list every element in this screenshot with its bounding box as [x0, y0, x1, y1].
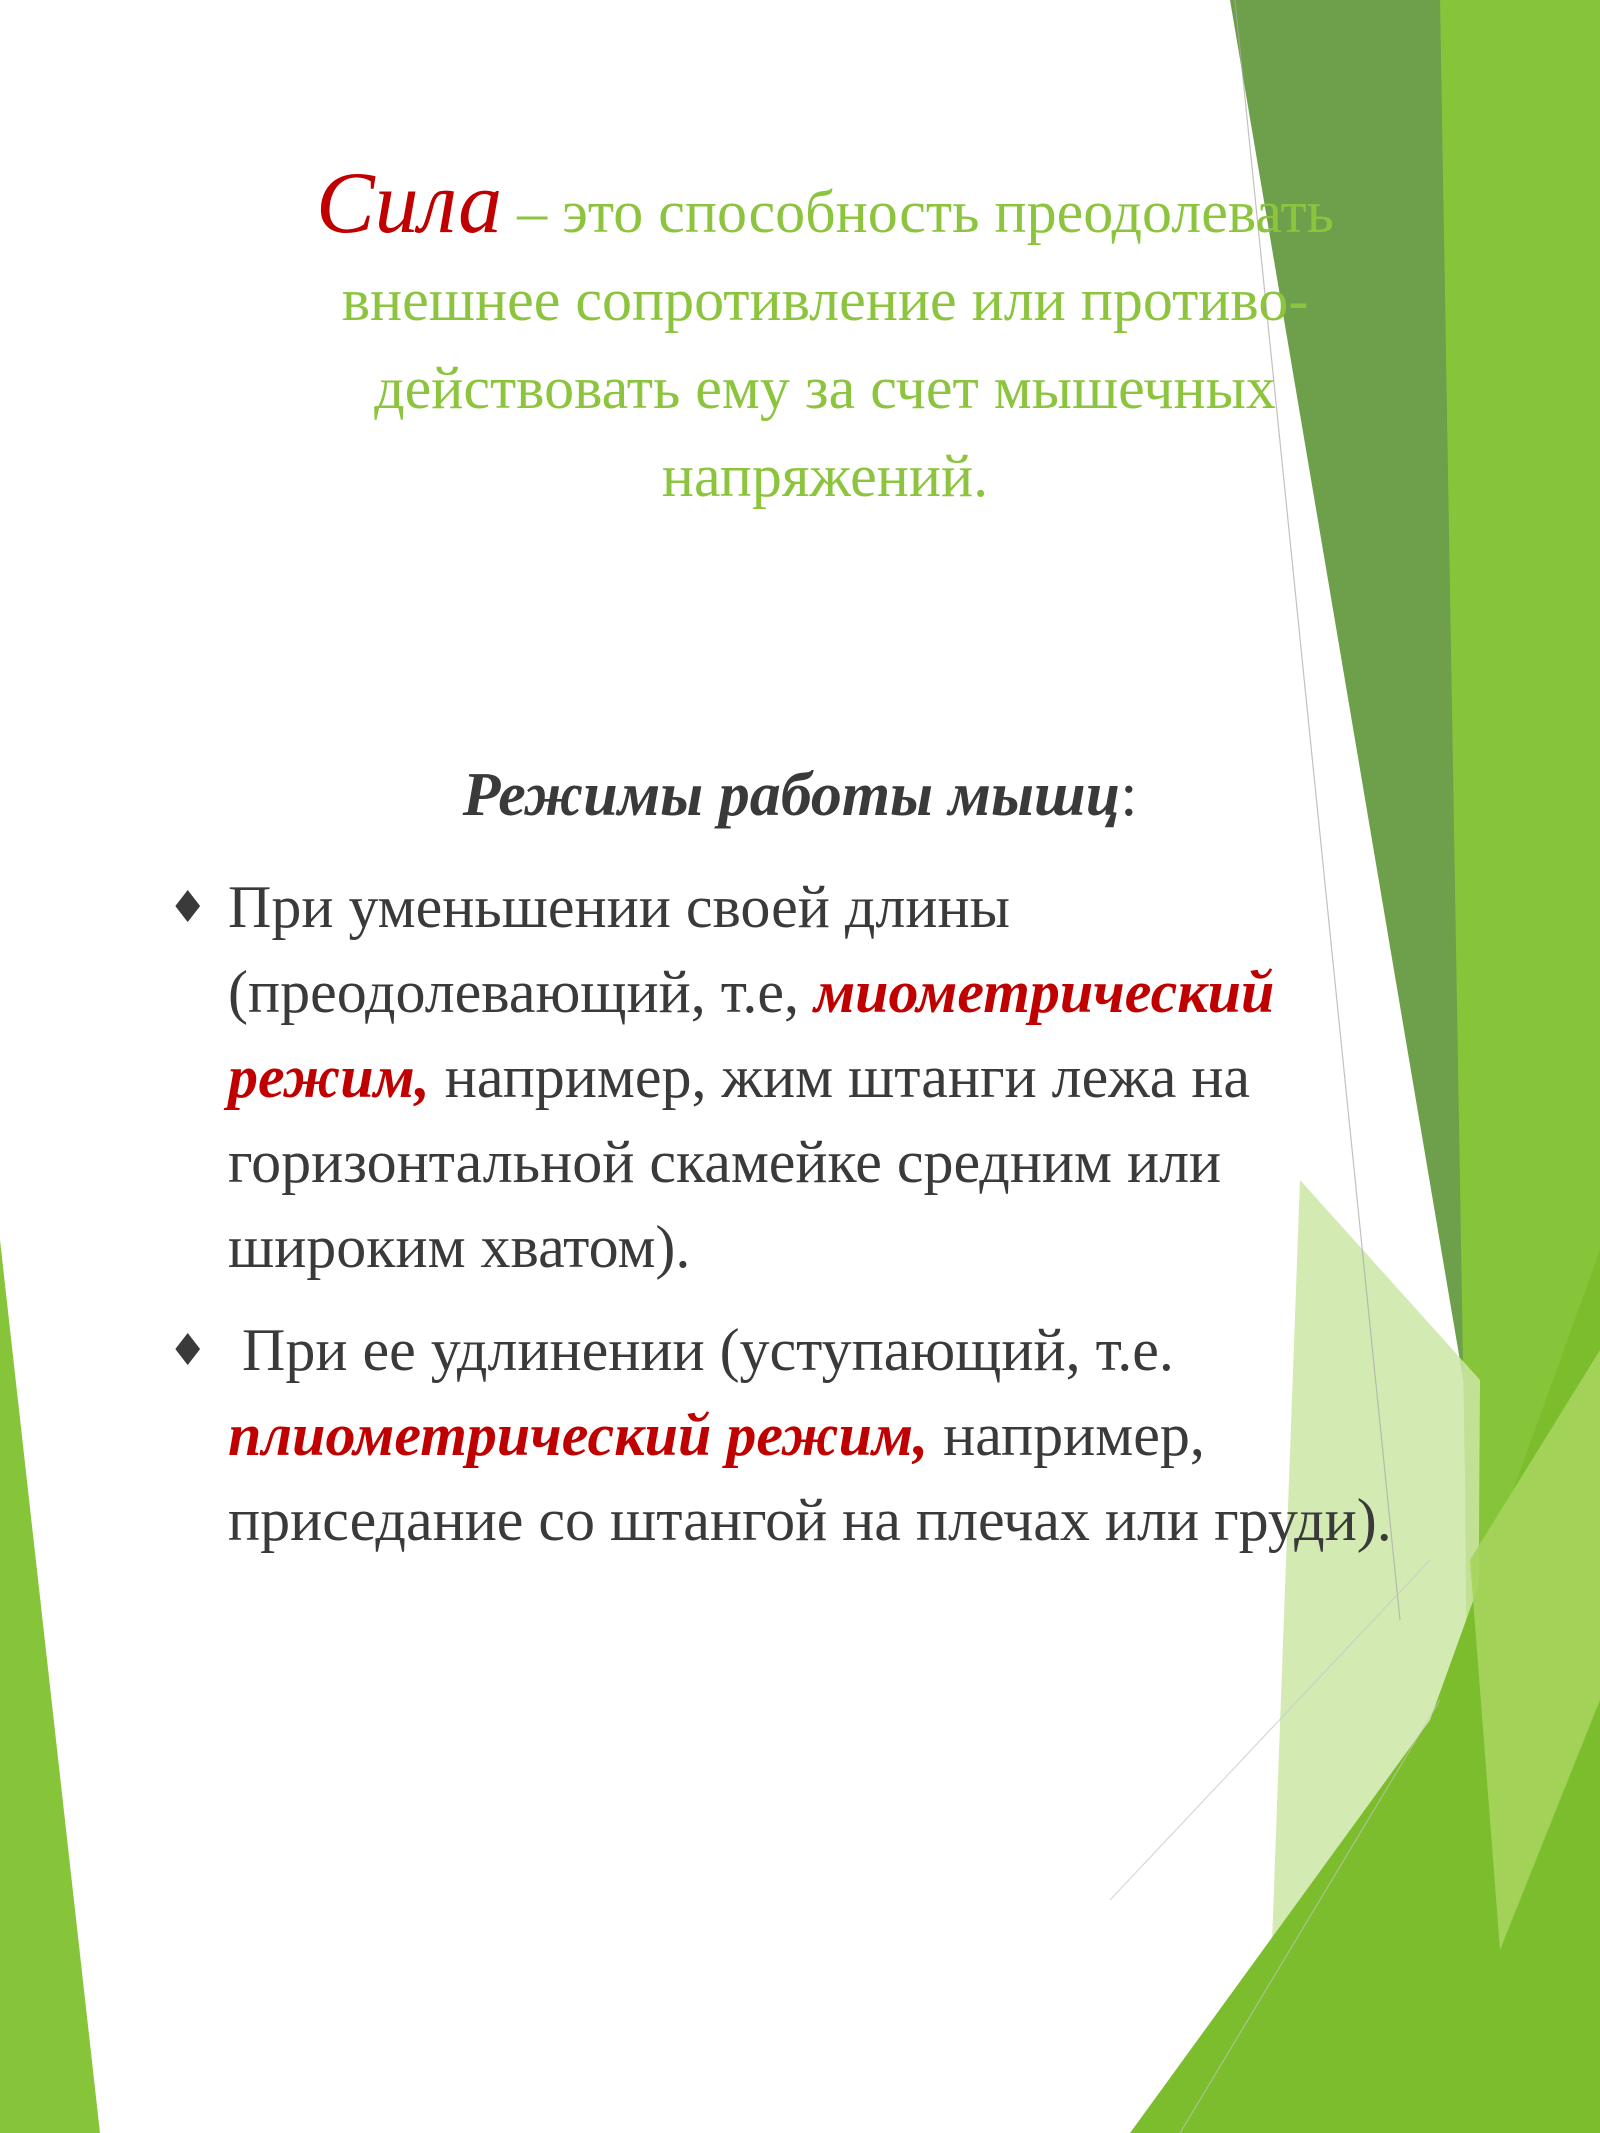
list-item — [168, 865, 1428, 1290]
list-item — [168, 1308, 1428, 1563]
item-rest: например, жим штанги лежа на горизонтальной скамейке средним или широким хватом). — [228, 1044, 1251, 1280]
definition-paragraph — [210, 155, 1440, 520]
modes-heading — [0, 755, 1600, 835]
item-rest: например, приседание со штангой на плечах или груди). — [228, 1402, 1392, 1553]
decor-left-band — [0, 1240, 100, 2133]
definition-text: – это способность преодолевать внешнее сопротивление или противо-действовать ему за счет мышечных напряжений. — [341, 179, 1335, 509]
modes-heading-colon: : — [1120, 761, 1138, 829]
item-mode-term: миометрический режим, — [228, 959, 1275, 1110]
item-lead: При ее удлинении (уступающий, т.е. — [242, 1317, 1174, 1383]
definition-term: Сила — [315, 155, 503, 252]
diamond-bullet-icon: ♦ — [168, 1325, 208, 1376]
item-lead: При уменьшении своей длины (преодолевающий, т.е, — [228, 874, 1010, 1025]
modes-heading-text: Режимы работы мышц — [462, 761, 1121, 829]
item-mode-term: плиометрический режим, — [228, 1402, 929, 1468]
diamond-bullet-icon: ♦ — [168, 882, 208, 933]
modes-list — [168, 865, 1428, 1563]
